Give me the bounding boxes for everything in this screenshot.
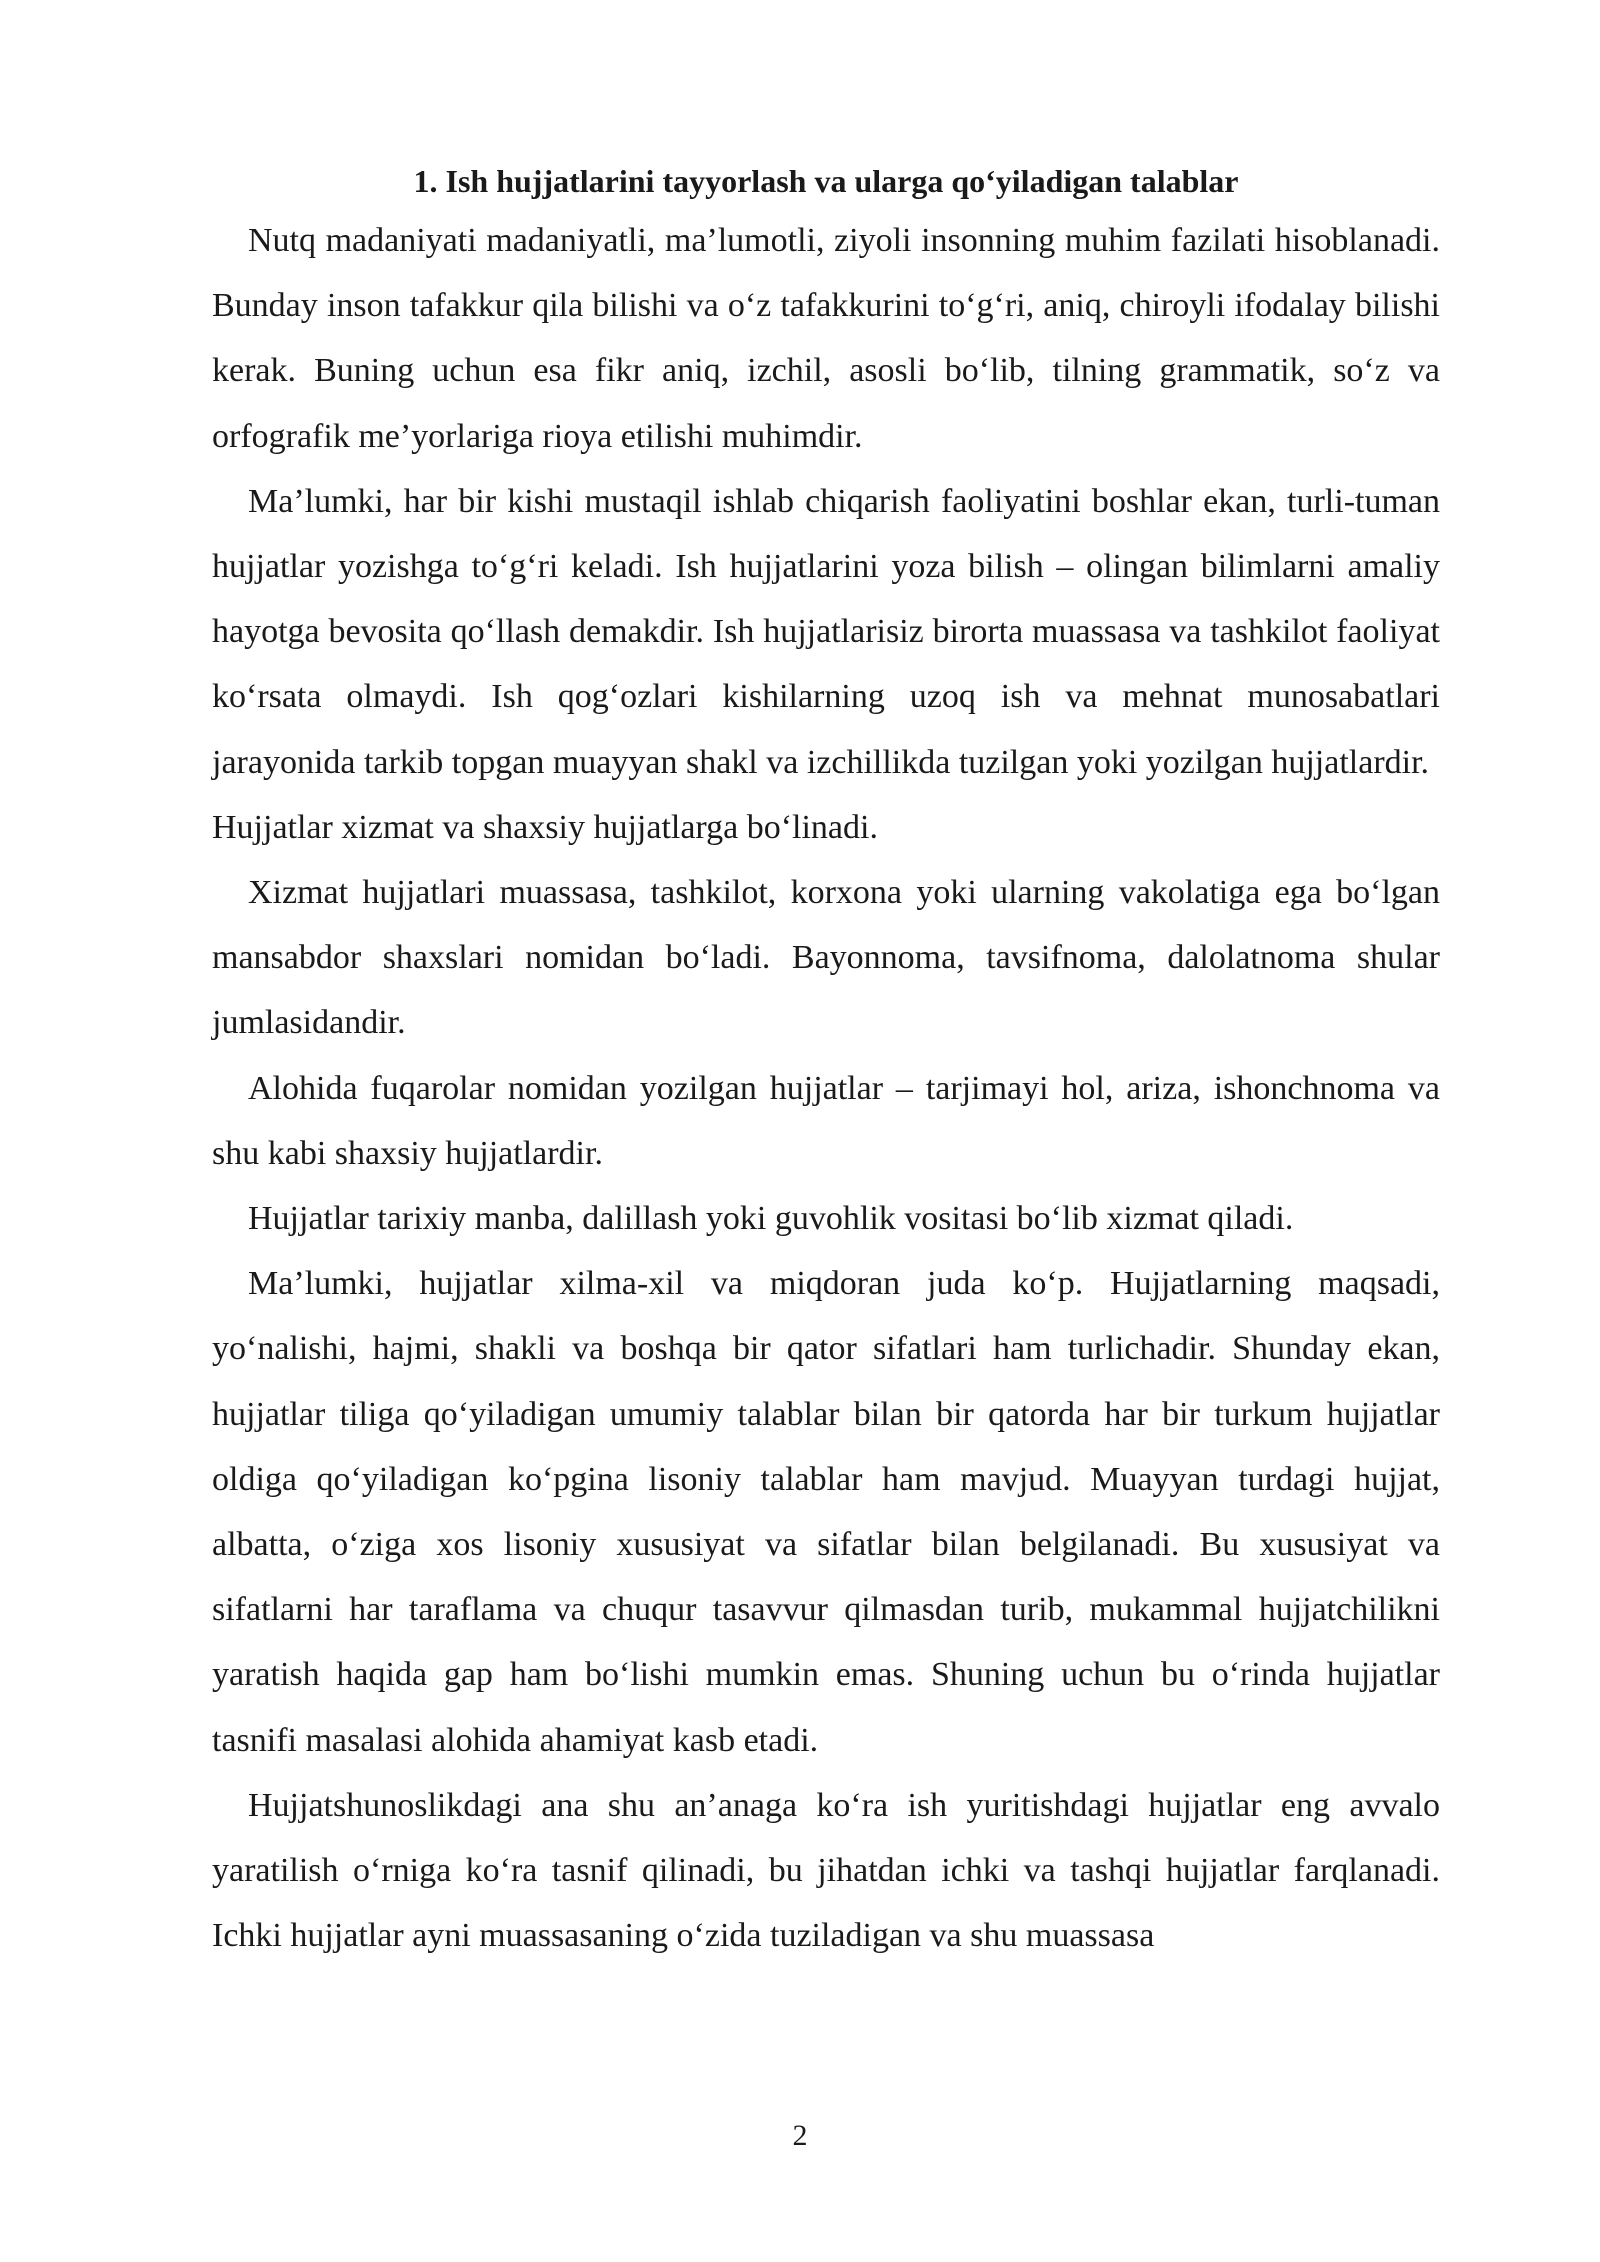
section-title: 1. Ish hujjatlarini tayyorlash va ularga qo‘yiladigan talablar: [413, 163, 1239, 199]
paragraph: Ma’lumki, hujjatlar xilma-xil va miqdoran juda ko‘p. Hujjatlarning maqsadi, yo‘nalishi, hajmi, shakli va boshqa bir qator sifatlari ham turlichadir. Shunday ekan, hujjatlar tiliga qo‘yiladigan umumiy talablar bilan bir qatorda har bir turkum hujjatlar oldiga qo‘yiladigan ko‘pgina lisoniy talablar ham mavjud. Muayyan turdagi hujjat, albatta, o‘ziga xos lisoniy xususiyat va sifatlar bilan belgilanadi. Bu xususiyat va sifatlarni har taraflama va chuqur tasavvur qilmasdan turib, mukammal hujjatchilikni yaratish haqida gap ham bo‘lishi mumkin emas. Shuning uchun bu o‘rinda hujjatlar tasnifi masalasi alohida ahamiyat kasb etadi.: [212, 1265, 1440, 1759]
paragraph: Nutq madaniyati madaniyatli, ma’lumotli, ziyoli insonning muhim fazilati hisoblanadi. Bunday inson tafakkur qila bilishi va o‘z tafakkurini to‘g‘ri, aniq, chiroyli ifodalay bilishi kerak. Buning uchun esa fikr aniq, izchil, asosli bo‘lib, tilning grammatik, so‘z va orfografik me’yorlariga rioya etilishi muhimdir.: [212, 222, 1440, 455]
paragraph: Hujjatshunoslikdagi ana shu an’anaga ko‘ra ish yuritishdagi hujjatlar eng avvalo yaratilish o‘rniga ko‘ra tasnif qilinadi, bu jihatdan ichki va tashqi hujjatlar farqlanadi. Ichki hujjatlar ayni muassasaning o‘zida tuziladigan va shu muassasa: [212, 1786, 1440, 1955]
document-page: [212, 160, 1440, 1968]
paragraph: Ma’lumki, har bir kishi mustaqil ishlab chiqarish faoliyatini boshlar ekan, turli-tuman hujjatlar yozishga to‘g‘ri keladi. Ish hujjatlarini yoza bilish – olingan bilimlarni amaliy hayotga bevosita qo‘llash demakdir. Ish hujjatlarisiz birorta muassasa va tashkilot faoliyat ko‘rsata olmaydi. Ish qog‘ozlari kishilarning uzoq ish va mehnat munosabatlari jarayonida tarkib topgan muayyan shakl va izchillikda tuzilgan yoki yozilgan hujjatlardir.: [212, 482, 1440, 781]
paragraph: Alohida fuqarolar nomidan yozilgan hujjatlar – tarjimayi hol, ariza, ishonchnoma va shu kabi shaxsiy hujjatlardir.: [212, 1069, 1440, 1172]
page-number: 2: [792, 2119, 808, 2152]
paragraph: Hujjatlar tarixiy manba, dalillash yoki guvohlik vositasi bo‘lib xizmat qiladi.: [248, 1200, 1294, 1238]
paragraph: Xizmat hujjatlari muassasa, tashkilot, korxona yoki ularning vakolatiga ega bo‘lgan mansabdor shaxslari nomidan bo‘ladi. Bayonnoma, tavsifnoma, dalolatnoma shular jumlasidandir.: [212, 874, 1440, 1042]
paragraph: Hujjatlar xizmat va shaxsiy hujjatlarga bo‘linadi.: [212, 808, 878, 846]
